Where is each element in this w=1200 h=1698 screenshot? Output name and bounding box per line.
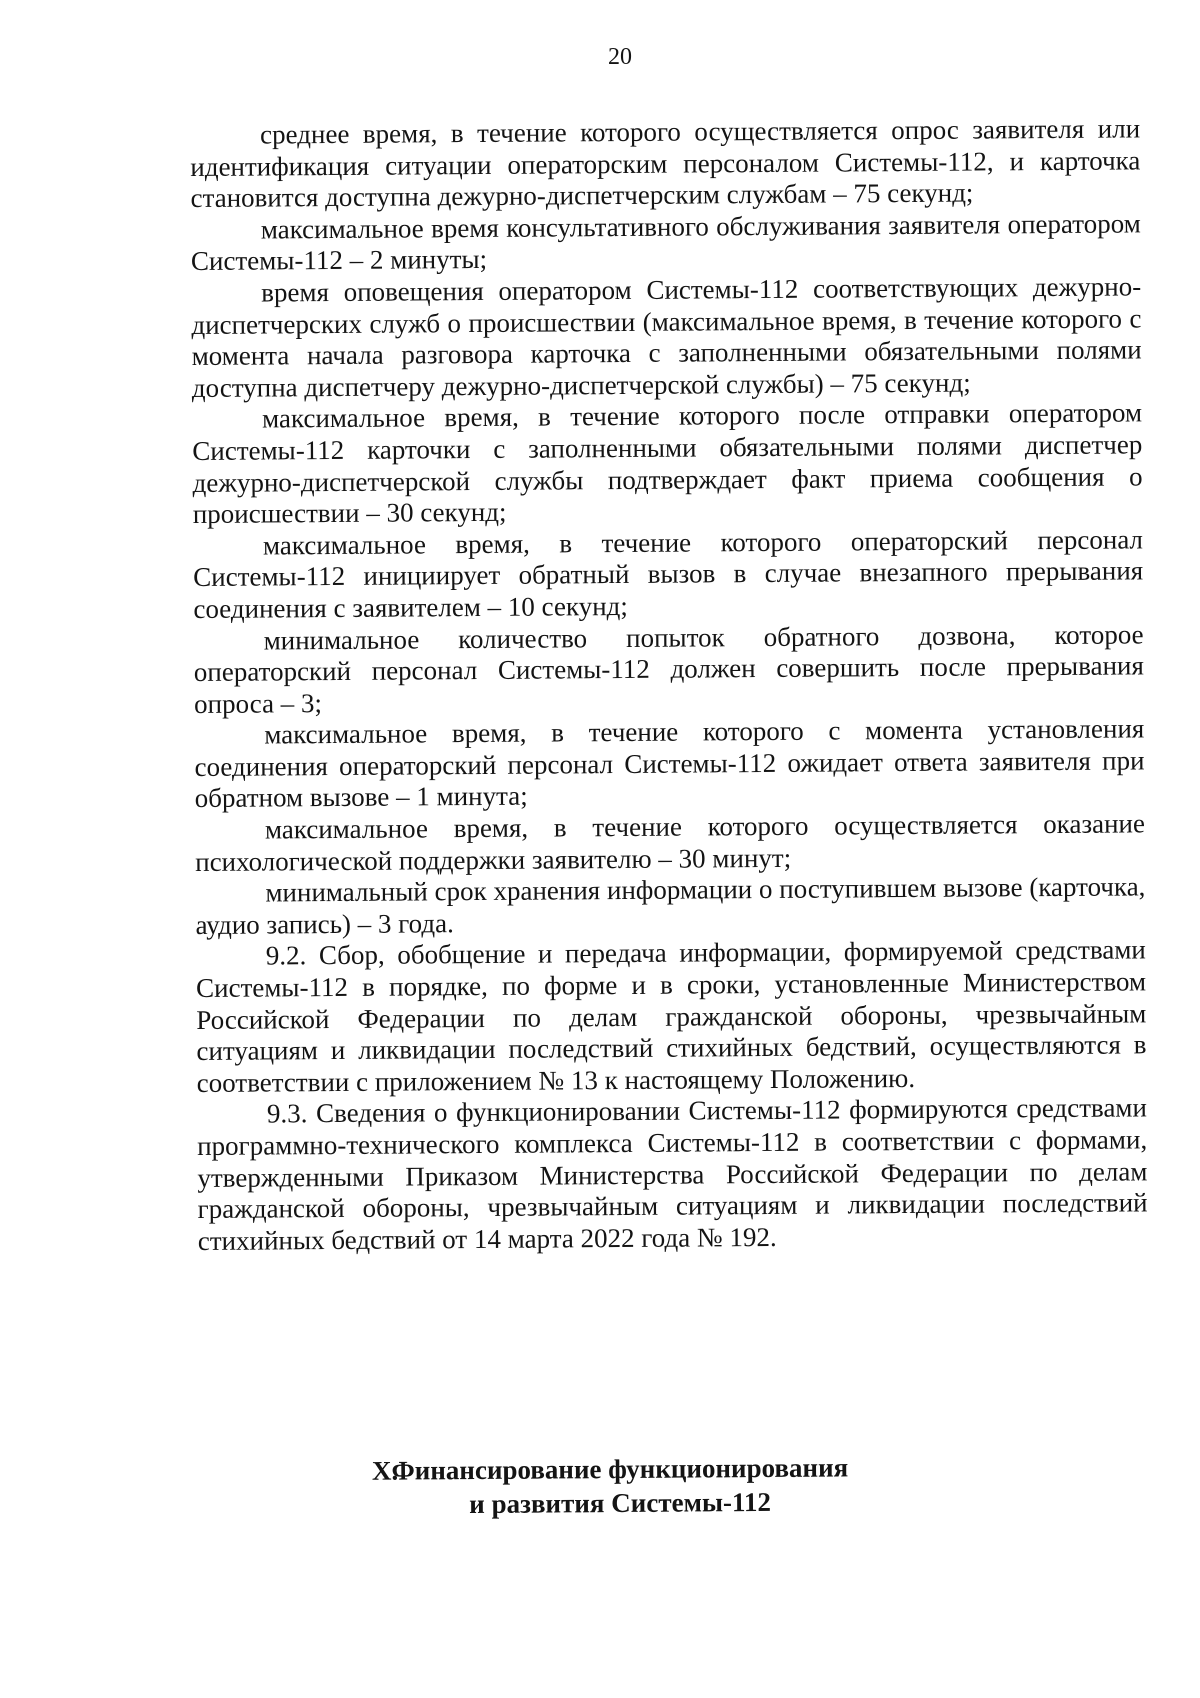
paragraph-notification-time: время оповещения оператором Системы-112 соответствующих дежурно-диспетчерских служб о происшествии (максимальное время, в течение которого с момента начала разговора карточка с заполненными обязательными полями доступна диспетчеру дежурно-диспетчерской службы) – 75 секунд; <box>191 271 1142 403</box>
paragraph-average-survey-time: среднее время, в течение которого осуществляется опрос заявителя или идентификация ситуации операторским персоналом Системы-112, и карточка становится доступна дежурно-диспетчерским службам – 75 секунд; <box>190 113 1141 214</box>
paragraph-callback-attempts: минимальное количество попыток обратного дозвона, которое операторский персонал Системы-112 должен совершить после прерывания опроса – 3; <box>193 618 1144 719</box>
paragraph-callback-wait-time: максимальное время, в течение которого с момента установления соединения операторский персонал Системы-112 ожидает ответа заявителя при обратном вызове – 1 минута; <box>194 713 1145 814</box>
clause-9-2: 9.2. Сбор, обобщение и передача информации, формируемой средствами Системы-112 в порядке, по форме и в сроки, установленные Министерством Российской Федерации по делам гражданской обороны, чрезвычайным ситуациям и ликвидации последствий стихийных бедствий, осуществляются в соответствии с приложением № 13 к настоящему Положению. <box>195 934 1147 1098</box>
section-title-line-2: и развития Системы-112 <box>469 1486 772 1520</box>
clause-9-3: 9.3. Сведения о функционировании Системы-112 формируются средствами программно-технического комплекса Системы-112 в соответствии с формами, утвержденными Приказом Министерства Российской Федерации по делам гражданской обороны, чрезвычайным ситуациям и ликвидации последствий стихийных бедствий от 14 марта 2022 года № 192. <box>197 1092 1148 1256</box>
paragraph-storage-period: минимальный срок хранения информации о поступившем вызове (карточка, аудио запись) – 3 года. <box>195 871 1146 940</box>
paragraph-psychological-support-time: максимальное время, в течение которого осуществляется оказание психологической поддержки заявителю – 30 минут; <box>195 808 1146 877</box>
document-body <box>190 113 1148 1257</box>
section-number: X. <box>371 1455 399 1486</box>
page-number: 20 <box>608 44 632 70</box>
section-title-line-1: Финансирование функционирования <box>391 1452 849 1486</box>
paragraph-consultation-time: максимальное время консультативного обслуживания заявителя оператором Системы-112 – 2 минуты; <box>190 208 1141 277</box>
section-heading <box>0 1448 1200 1525</box>
paragraph-confirmation-time: максимальное время, в течение которого после отправки оператором Системы-112 карточки с заполненными обязательными полями диспетчер дежурно-диспетчерской службы подтверждает факт приема сообщения о происшествии – 30 секунд; <box>192 397 1143 530</box>
paragraph-callback-initiation-time: максимальное время, в течение которого операторский персонал Системы-112 инициирует обратный вызов в случае внезапного прерывания соединения с заявителем – 10 секунд; <box>193 524 1144 624</box>
